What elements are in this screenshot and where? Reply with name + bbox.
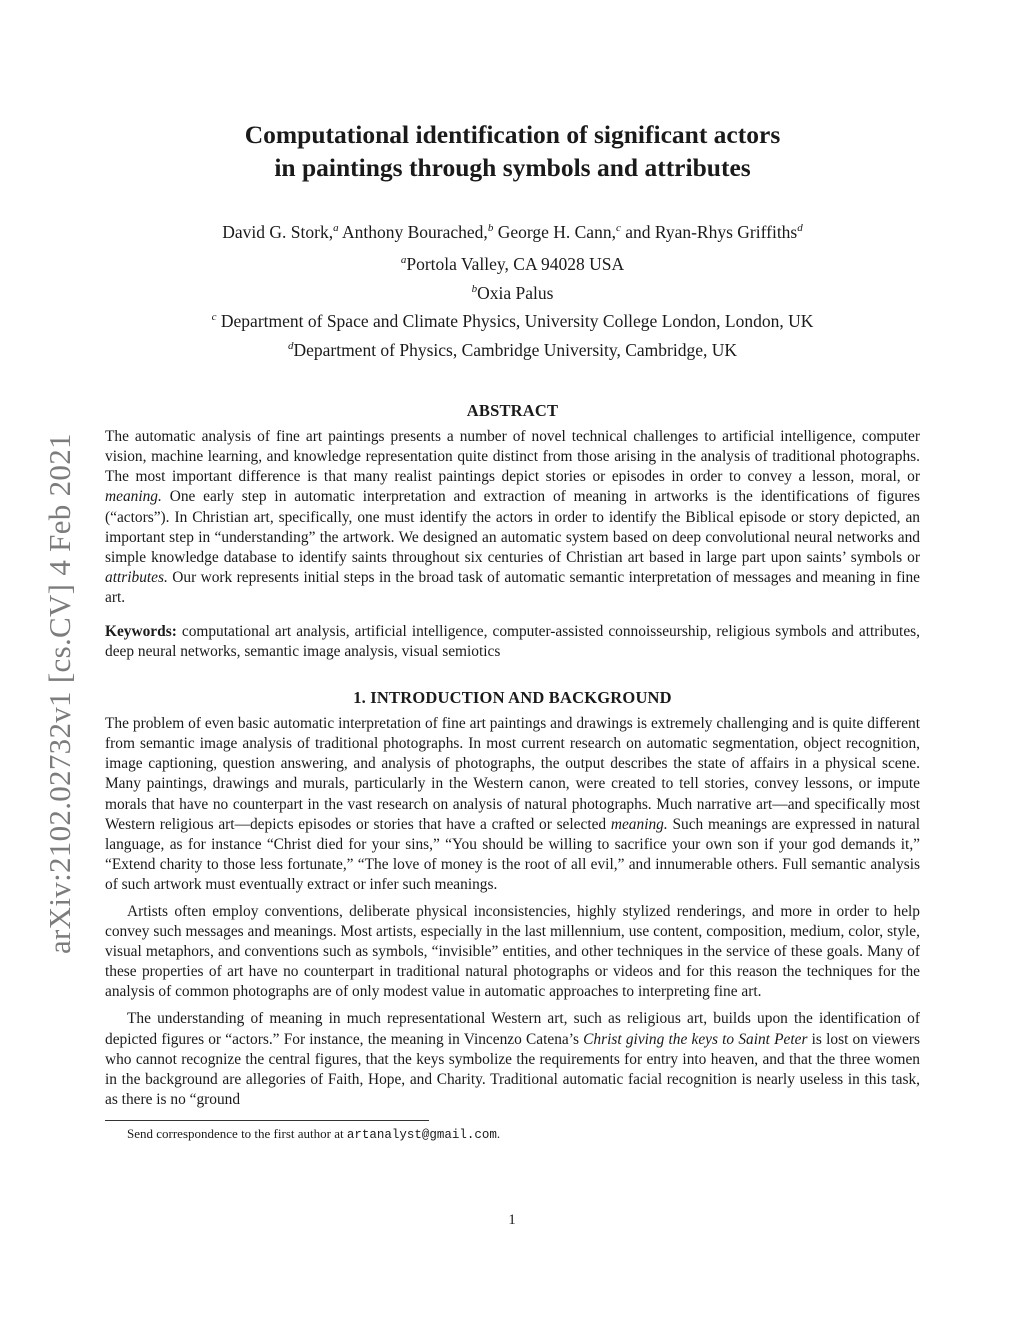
paragraph-text: The understanding of meaning in much representational Western art, such as religious art, builds upon the identification of depicted figures or “actors.” For instance, the meaning in Vincenzo Catena’s (105, 1010, 920, 1048)
intro-paragraph-1 (105, 714, 920, 895)
affil-text: Department of Physics, Cambridge University, Cambridge, UK (293, 340, 738, 361)
paper-page (105, 118, 920, 1142)
paragraph-text: is lost on viewers who cannot recognize the central figures, that the keys symbolize the requirements for entry into heaven, and that the three women in the background are allegories of Faith, Hope, and Charity. Traditional automatic facial recognition is nearly useless in this task, as there is no “ground (105, 1030, 920, 1108)
affiliation-line (105, 305, 920, 334)
affil-mark: c (211, 311, 217, 324)
correspondence-email[interactable]: artanalyst@gmail.com (346, 1127, 497, 1142)
intro-heading: 1. INTRODUCTION AND BACKGROUND (353, 688, 672, 708)
affil-text: Portola Valley, CA 94028 USA (406, 253, 625, 274)
paragraph-emphasis: Christ giving the keys to Saint Peter (583, 1030, 808, 1048)
abstract-emphasis: attributes. (105, 568, 168, 586)
author-affil-mark: c (615, 222, 621, 234)
title-line-2: in paintings through symbols and attributes (274, 153, 751, 182)
affiliation-list (105, 248, 920, 363)
intro-paragraph-2: Artists often employ conventions, deliberate physical inconsistencies, highly stylized renderings, and more in order to help convey such messages and meanings. Most artists, especially in the last millennium, use content, composition, medium, color, style, visual metaphors, and conventions such as symbols, “invisible” entities, and other techniques in the service of these goals. Many of these properties of art have no counterpart in traditional natural photographs or videos and for this reason the techniques for the analysis of common photographs are of only modest value in automatic approaches to interpreting fine art. (105, 903, 920, 1001)
footnote-end: . (496, 1125, 501, 1141)
affil-mark: a (400, 253, 407, 266)
affiliation-line (105, 334, 920, 363)
author-affil-mark: d (797, 222, 803, 234)
affil-mark: d (287, 340, 294, 353)
author-name: George H. Cann, (497, 221, 616, 242)
affil-text: Department of Space and Climate Physics, University College London, London, UK (216, 311, 814, 332)
paper-title (105, 118, 920, 184)
author-affil-mark: b (487, 222, 494, 234)
footnote (105, 1126, 920, 1142)
arxiv-identifier-stamp: arXiv:2102.02732v1 [cs.CV] 4 Feb 2021 (42, 433, 77, 954)
author-name: Anthony Bourached, (342, 221, 488, 242)
abstract-heading: ABSTRACT (466, 401, 559, 421)
abstract-text: The automatic analysis of fine art paintings presents a number of novel technical challenges to artificial intelligence, computer vision, machine learning, and knowledge representation quite distinct from those arising in the analysis of traditional photographs. The most important difference is that many realist paintings depict stories or episodes in order to convey a lesson, moral, or (105, 428, 920, 486)
keywords-text: computational art analysis, artificial intelligence, computer-assisted connoisseurship, religious symbols and attributes, deep neural networks, semantic image analysis, visual semiotics (105, 622, 920, 661)
page-number: 1 (508, 1212, 516, 1228)
title-line-1: Computational identification of significant actors (244, 120, 781, 149)
abstract-text: One early step in automatic interpretation and extraction of meaning in artworks is the identifications of figures (“actors”). In Christian art, specifically, one must identify the actors in order to identify the Biblical episode or story depicted, an important step in “understanding” the artwork. We designed an automatic system based on deep convolutional neural networks and simple knowledge database to identify saints throughout six centuries of Christian art based in large part upon saints’ symbols or (105, 488, 920, 566)
affiliation-line (105, 248, 920, 277)
paragraph-text: Such meanings are expressed in natural language, as for instance “Christ died for your sins,” “You should be willing to sacrifice your own son if your god demands it,” “Extend charity to those less fortunate,” “The love of money is the root of all evil,” and innumerable others. Full semantic analysis of such artwork must eventually extract or infer such meanings. (105, 815, 920, 893)
affil-text: Oxia Palus (477, 282, 554, 303)
paragraph-text: The problem of even basic automatic interpretation of fine art paintings and drawings is extremely challenging and is quite different from semantic image analysis of traditional photographs. In most current research on automatic segmentation, object recognition, image captioning, question answering, and analysis of photographs, the output describes the state of affairs in a physical scene. Many paintings, drawings and murals, particularly in the Western canon, were created to tell stories, convey lessons, or impute morals that have no counterpart in the vast research on analysis of natural photographs. Much narrative art—and specifically most Western religious art—depicts episodes or stories that have a crafted or selected (105, 715, 920, 833)
keywords-label: Keywords: (105, 622, 177, 640)
footnote-text: Send correspondence to the first author at (127, 1125, 347, 1141)
affil-mark: b (471, 282, 478, 295)
author-name: and Ryan-Rhys Griffiths (625, 221, 798, 242)
paragraph-emphasis: meaning. (610, 815, 668, 833)
abstract-emphasis: meaning. (105, 488, 162, 506)
abstract-text: Our work represents initial steps in the broad task of automatic semantic interpretation of messages and meaning in fine art. (105, 568, 920, 606)
abstract-body (105, 427, 920, 608)
keywords (105, 622, 920, 662)
footnote-divider (105, 1120, 429, 1121)
author-name: David G. Stork, (222, 221, 334, 242)
author-list (105, 216, 920, 244)
affiliation-line (105, 277, 920, 306)
author-affil-mark: a (333, 222, 339, 234)
intro-paragraph-3 (105, 1009, 920, 1109)
